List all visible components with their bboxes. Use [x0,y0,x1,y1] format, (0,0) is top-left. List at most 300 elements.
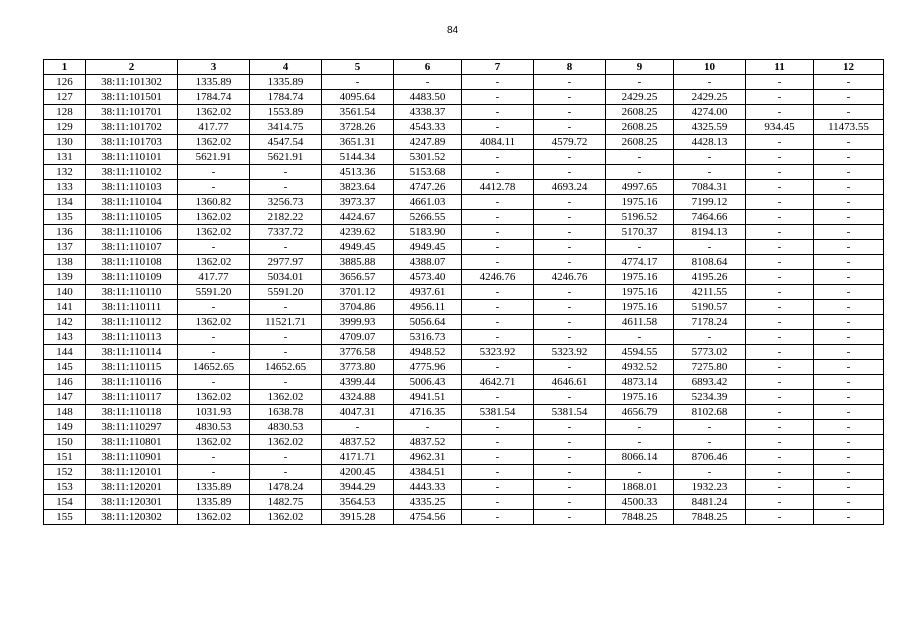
table-cell: 1975.16 [606,195,674,210]
table-cell: 5381.54 [534,405,606,420]
column-header: 1 [44,60,86,75]
table-cell: - [746,480,814,495]
table-cell: 1362.02 [178,225,250,240]
table-cell: 4837.52 [322,435,394,450]
table-cell: 4274.00 [674,105,746,120]
table-cell: 5153.68 [394,165,462,180]
table-row [44,180,884,195]
table-cell: 4594.55 [606,345,674,360]
table-cell: 126 [44,75,86,90]
table-cell: 3823.64 [322,180,394,195]
table-cell: 134 [44,195,86,210]
table-cell: - [814,225,884,240]
table-cell: - [322,75,394,90]
table-cell: 1362.02 [250,435,322,450]
table-cell: 4500.33 [606,495,674,510]
table-cell: 11473.55 [814,120,884,135]
table-cell: - [534,105,606,120]
table-cell: 1975.16 [606,390,674,405]
table-cell: 1784.74 [250,90,322,105]
table-cell: 4388.07 [394,255,462,270]
table-row [44,420,884,435]
table-cell: 5323.92 [462,345,534,360]
table-cell: 4200.45 [322,465,394,480]
table-cell: - [534,315,606,330]
table-cell: 4709.07 [322,330,394,345]
table-cell: - [674,75,746,90]
table-cell: 38:11:110105 [86,210,178,225]
table-cell: - [746,300,814,315]
table-cell: - [814,405,884,420]
table-cell: - [746,195,814,210]
table-cell: - [746,450,814,465]
table-cell: 38:11:120302 [86,510,178,525]
table-cell: 4325.59 [674,120,746,135]
table-cell: - [814,165,884,180]
table-cell: - [814,390,884,405]
table-cell: - [462,240,534,255]
table-cell: 4775.96 [394,360,462,375]
table-cell: 3564.53 [322,495,394,510]
table-cell: - [462,120,534,135]
table-cell: 3651.31 [322,135,394,150]
table-cell: - [674,420,746,435]
table-cell: 153 [44,480,86,495]
table-cell: 4424.67 [322,210,394,225]
table-cell: - [250,300,322,315]
table-cell: 1553.89 [250,105,322,120]
table-cell: - [462,420,534,435]
table-cell: 5621.91 [178,150,250,165]
table-cell: - [814,375,884,390]
table-cell: 1975.16 [606,300,674,315]
table-cell: 4384.51 [394,465,462,480]
column-header: 12 [814,60,884,75]
table-cell: - [606,465,674,480]
table-cell: - [674,150,746,165]
table-cell: - [178,450,250,465]
table-cell: - [746,270,814,285]
table-cell: - [534,90,606,105]
table-cell: - [322,420,394,435]
table-cell: 4873.14 [606,375,674,390]
table-cell: 8108.64 [674,255,746,270]
table-cell: 150 [44,435,86,450]
table-cell: - [746,105,814,120]
table-cell: - [250,165,322,180]
table-cell: - [250,330,322,345]
table-cell: 4941.51 [394,390,462,405]
table-cell: 38:11:101302 [86,75,178,90]
table-cell: 151 [44,450,86,465]
table-cell: 8481.24 [674,495,746,510]
table-cell: - [814,270,884,285]
table-cell: 8706.46 [674,450,746,465]
table-row [44,405,884,420]
table-cell: 152 [44,465,86,480]
table-cell: - [462,165,534,180]
table-row [44,360,884,375]
table-cell: 4483.50 [394,90,462,105]
table-row [44,195,884,210]
table-cell: - [746,210,814,225]
table-cell: - [534,210,606,225]
table-cell: - [534,435,606,450]
table-cell: 4754.56 [394,510,462,525]
table-cell: 5034.01 [250,270,322,285]
column-header: 3 [178,60,250,75]
table-cell: 3728.26 [322,120,394,135]
table-cell: - [746,465,814,480]
table-cell: 1362.02 [178,435,250,450]
table-cell: 130 [44,135,86,150]
table-cell: 4246.76 [534,270,606,285]
table-cell: 140 [44,285,86,300]
table-cell: 4399.44 [322,375,394,390]
table-cell: - [746,285,814,300]
table-cell: 1031.93 [178,405,250,420]
table-cell: 1975.16 [606,285,674,300]
table-cell: - [814,75,884,90]
table-cell: - [814,420,884,435]
table-cell: 8102.68 [674,405,746,420]
table-cell: - [606,435,674,450]
table-cell: - [746,165,814,180]
table-cell: - [674,240,746,255]
table-cell: 38:11:110297 [86,420,178,435]
table-row [44,270,884,285]
table-cell: 1362.02 [178,390,250,405]
table-cell: 1362.02 [178,255,250,270]
table-cell: 934.45 [746,120,814,135]
page-number: 84 [446,25,459,36]
table-cell: 8066.14 [606,450,674,465]
table-cell: - [746,435,814,450]
table-cell: 1975.16 [606,270,674,285]
table-cell: 7464.66 [674,210,746,225]
table-cell: 1335.89 [178,75,250,90]
table-cell: - [462,300,534,315]
table-cell: 5170.37 [606,225,674,240]
table-cell: 4949.45 [322,240,394,255]
table-cell: 4239.62 [322,225,394,240]
table-cell: - [534,450,606,465]
table-cell: 4837.52 [394,435,462,450]
table-cell: 1362.02 [178,135,250,150]
table-cell: 417.77 [178,270,250,285]
table-cell: 1362.02 [178,105,250,120]
table-cell: 5056.64 [394,315,462,330]
table-cell: - [746,90,814,105]
table-cell: 7275.80 [674,360,746,375]
table-cell: - [462,450,534,465]
table-cell: 1362.02 [178,510,250,525]
table-cell: - [250,450,322,465]
table-cell: 4611.58 [606,315,674,330]
table-cell: 2977.97 [250,255,322,270]
table-cell: - [534,330,606,345]
table-cell: 4830.53 [250,420,322,435]
table-cell: 1784.74 [178,90,250,105]
table-cell: - [814,435,884,450]
table-row [44,210,884,225]
table-cell: 5183.90 [394,225,462,240]
table-cell: 4211.55 [674,285,746,300]
table-cell: 4443.33 [394,480,462,495]
table-cell: 5006.43 [394,375,462,390]
table-cell: 38:11:110108 [86,255,178,270]
table-cell: - [462,360,534,375]
table-cell: 4747.26 [394,180,462,195]
table-cell: 1638.78 [250,405,322,420]
table-cell: 4716.35 [394,405,462,420]
table-cell: - [814,150,884,165]
table-cell: 131 [44,150,86,165]
table-row [44,345,884,360]
table-cell: 11521.71 [250,315,322,330]
table-cell: 38:11:110106 [86,225,178,240]
table-cell: 3915.28 [322,510,394,525]
table-cell: - [746,375,814,390]
table-cell: - [178,345,250,360]
table-cell: 133 [44,180,86,195]
table-cell: 7848.25 [674,510,746,525]
table-cell: 3414.75 [250,120,322,135]
table-cell: 4543.33 [394,120,462,135]
table-cell: 7178.24 [674,315,746,330]
table-cell: - [534,75,606,90]
table-cell: 4338.37 [394,105,462,120]
table-cell: - [462,465,534,480]
table-cell: 38:11:110109 [86,270,178,285]
table-cell: 1478.24 [250,480,322,495]
table-cell: - [462,315,534,330]
table-cell: 38:11:120201 [86,480,178,495]
table-cell: 1360.82 [178,195,250,210]
table-cell: - [462,150,534,165]
table-cell: 145 [44,360,86,375]
table-cell: 38:11:110801 [86,435,178,450]
table-cell: - [462,495,534,510]
table-cell: 2429.25 [674,90,746,105]
table-row [44,510,884,525]
table-cell: - [746,420,814,435]
table-cell: - [746,75,814,90]
table-row [44,240,884,255]
table-cell: 2429.25 [606,90,674,105]
table-row [44,105,884,120]
table-cell: 5773.02 [674,345,746,360]
table-cell: - [814,345,884,360]
table-cell: - [746,390,814,405]
table-cell: 38:11:110901 [86,450,178,465]
table-cell: 1335.89 [250,75,322,90]
table-cell: 1335.89 [178,480,250,495]
table-cell: - [250,345,322,360]
table-cell: 1362.02 [250,510,322,525]
table-cell: 147 [44,390,86,405]
table-cell: 144 [44,345,86,360]
table-cell: 4642.71 [462,375,534,390]
table-cell: - [814,510,884,525]
table-cell: 4547.54 [250,135,322,150]
table-row [44,375,884,390]
table-cell: 38:11:110102 [86,165,178,180]
table-cell: - [606,420,674,435]
table-cell: 5190.57 [674,300,746,315]
table-cell: 3701.12 [322,285,394,300]
table-cell: - [746,330,814,345]
table-cell: - [462,285,534,300]
table-cell: 4962.31 [394,450,462,465]
table-cell: - [462,510,534,525]
table-cell: 38:11:110114 [86,345,178,360]
table-cell: - [746,405,814,420]
data-table [43,59,884,525]
table-cell: 148 [44,405,86,420]
table-cell: - [534,420,606,435]
column-header: 10 [674,60,746,75]
table-cell: - [746,225,814,240]
column-header: 11 [746,60,814,75]
table-cell: 38:11:110104 [86,195,178,210]
table-cell: - [814,360,884,375]
table-cell: 4997.65 [606,180,674,195]
table-cell: 5301.52 [394,150,462,165]
table-cell: 5316.73 [394,330,462,345]
table-cell: - [746,510,814,525]
table-cell: - [462,330,534,345]
table-cell: - [534,390,606,405]
table-cell: - [746,150,814,165]
table-cell: - [606,240,674,255]
table-cell: - [814,105,884,120]
table-cell: - [178,300,250,315]
table-cell: 4932.52 [606,360,674,375]
table-cell: 4171.71 [322,450,394,465]
table-cell: - [534,465,606,480]
table-row [44,300,884,315]
table-cell: - [462,480,534,495]
table-cell: - [534,495,606,510]
table-cell: 5266.55 [394,210,462,225]
column-header: 8 [534,60,606,75]
table-cell: - [746,360,814,375]
table-row [44,435,884,450]
table-cell: - [178,180,250,195]
table-cell: 3944.29 [322,480,394,495]
table-cell: 5591.20 [178,285,250,300]
table-cell: - [394,420,462,435]
table-cell: 4195.26 [674,270,746,285]
table-cell: - [534,255,606,270]
table-cell: 4949.45 [394,240,462,255]
table-cell: 5144.34 [322,150,394,165]
table-cell: 38:11:101701 [86,105,178,120]
table-cell: 7199.12 [674,195,746,210]
table-cell: 135 [44,210,86,225]
table-cell: 155 [44,510,86,525]
table-cell: 4324.88 [322,390,394,405]
table-cell: - [178,465,250,480]
table-cell: - [814,315,884,330]
table-body [44,75,884,525]
table-cell: - [534,300,606,315]
table-row [44,255,884,270]
table-cell: 3256.73 [250,195,322,210]
table-cell: - [746,345,814,360]
table-cell: 127 [44,90,86,105]
table-cell: - [746,315,814,330]
table-cell: - [814,450,884,465]
table-cell: 7848.25 [606,510,674,525]
table-cell: 4513.36 [322,165,394,180]
table-cell: 137 [44,240,86,255]
table-cell: 7337.72 [250,225,322,240]
table-cell: - [746,180,814,195]
table-cell: - [534,510,606,525]
table-cell: - [674,435,746,450]
column-header: 6 [394,60,462,75]
table-cell: 38:11:110111 [86,300,178,315]
table-cell: - [178,330,250,345]
table-cell: - [250,465,322,480]
table-cell: - [746,240,814,255]
table-cell: 8194.13 [674,225,746,240]
table-cell: 38:11:101501 [86,90,178,105]
table-cell: - [814,195,884,210]
table-cell: 129 [44,120,86,135]
table-cell: 146 [44,375,86,390]
table-cell: 5196.52 [606,210,674,225]
table-cell: - [250,180,322,195]
table-cell: 4335.25 [394,495,462,510]
table-cell: 4937.61 [394,285,462,300]
table-cell: - [534,165,606,180]
table-cell: 4693.24 [534,180,606,195]
table-cell: 4095.64 [322,90,394,105]
table-cell: - [534,120,606,135]
table-cell: - [606,75,674,90]
table-row [44,165,884,180]
table-cell: 5381.54 [462,405,534,420]
table-row [44,90,884,105]
table-cell: 136 [44,225,86,240]
table-cell: - [462,390,534,405]
table-cell: 4646.61 [534,375,606,390]
table-cell: 5234.39 [674,390,746,405]
table-cell: 3973.37 [322,195,394,210]
column-header: 2 [86,60,178,75]
table-cell: - [534,195,606,210]
table-row [44,315,884,330]
table-cell: 141 [44,300,86,315]
table-cell: 4948.52 [394,345,462,360]
table-cell: 4830.53 [178,420,250,435]
table-cell: - [814,495,884,510]
table-cell: - [462,255,534,270]
column-header: 9 [606,60,674,75]
table-cell: 38:11:101703 [86,135,178,150]
table-cell: - [250,375,322,390]
table-row [44,495,884,510]
table-cell: 2608.25 [606,135,674,150]
table-cell: - [674,165,746,180]
table-cell: 1362.02 [178,315,250,330]
table-cell: 138 [44,255,86,270]
table-cell: - [814,180,884,195]
table-cell: - [534,360,606,375]
